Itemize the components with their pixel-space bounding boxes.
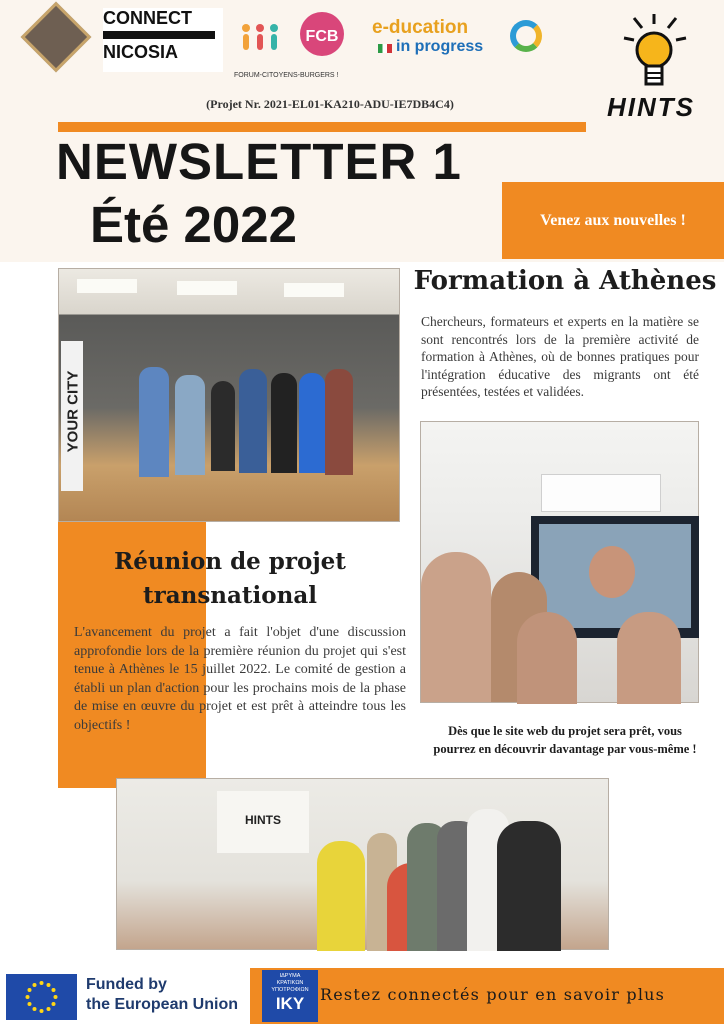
team-people [317, 801, 587, 951]
website-note: Dès que le site web du projet sera prêt, vous pourrez en découvrir davantage par vous-même ! [433, 724, 697, 756]
hints-banner [217, 791, 309, 853]
eu-stars-icon [6, 974, 77, 1020]
air-conditioner [541, 474, 661, 512]
ceiling-light [77, 279, 137, 293]
photo-selfie-videocall [420, 421, 699, 703]
logo-hints-text: HINTS [607, 92, 695, 122]
iky-logo [262, 970, 318, 1022]
photo-group-room [58, 268, 400, 522]
swirl-icon [510, 20, 542, 52]
project-reference: (Projet Nr. 2021-EL01-KA210-ADU-IE7DB4C4) [206, 97, 454, 111]
italy-flag-icon [378, 44, 392, 53]
logo-education-line2: in progress [396, 38, 484, 55]
logo-fcb-mark: FCB [305, 28, 339, 45]
meeting-heading: Réunion de projet transnational [114, 548, 346, 609]
newsletter-title: NEWSLETTER 1 [56, 133, 462, 190]
people-group [139, 367, 349, 487]
meeting-body: L'avancement du projet a fait l'objet d'une discussion approfondie lors de la première réunion du projet qui s'est tenue à Athènes le 15 juillet 2022. Le comité de gestion a établi un plan d'action pour les prochains mois de la phase de mise en œuvre du projet et est prêt à atteindre tous les objectifs ! [74, 625, 406, 733]
logo-fcb [234, 8, 346, 78]
funded-by-line2: the European Union [86, 996, 238, 1013]
news-tag-box [502, 182, 724, 259]
athens-body: Chercheurs, formateurs et experts en la matière se sont rencontrés lors de la première activité de formation à Athènes, où de bonnes pratiques pour l'intégration éducative des migrants ont été présentées, testées et validées. [421, 314, 699, 399]
footer-cta: Restez connectés pour en savoir plus [320, 985, 666, 1004]
logo-connect-line1: CONNECT [103, 8, 192, 28]
title-rule [58, 122, 586, 132]
logo-hints [606, 12, 706, 124]
logo-education-in-progress [372, 18, 552, 62]
lightbulb-icon [606, 12, 706, 92]
wall-banner-text: YOUR CITY [64, 370, 82, 453]
newsletter-season: Été 2022 [90, 196, 297, 253]
funded-by-line1: Funded by [86, 976, 167, 993]
logo-connect-divider [103, 31, 215, 39]
logo-fcb-caption: FORUM-CITOYENS-BURGERS ! [234, 72, 339, 79]
iky-logo-small: ΙΔΡΥΜΑ ΚΡΑΤΙΚΩΝ ΥΠΟΤΡΟΦΙΩΝ [271, 973, 309, 993]
photo-team-banner [116, 778, 609, 950]
eu-flag-icon [6, 974, 77, 1020]
hints-banner-text: HINTS [245, 813, 281, 827]
selfie-faces [421, 542, 700, 704]
iky-logo-big: IKY [275, 994, 305, 1013]
athens-heading: Formation à Athènes [413, 266, 717, 296]
ceiling-light [284, 283, 344, 297]
logo-connect-line2: NICOSIA [103, 42, 179, 62]
logo-connect-nicosia [103, 8, 223, 72]
logo-education-line1: e-ducation [372, 17, 469, 38]
ceiling-light [177, 281, 237, 295]
news-tag-label: Venez aux nouvelles ! [540, 212, 686, 229]
wall-banner [61, 341, 83, 491]
